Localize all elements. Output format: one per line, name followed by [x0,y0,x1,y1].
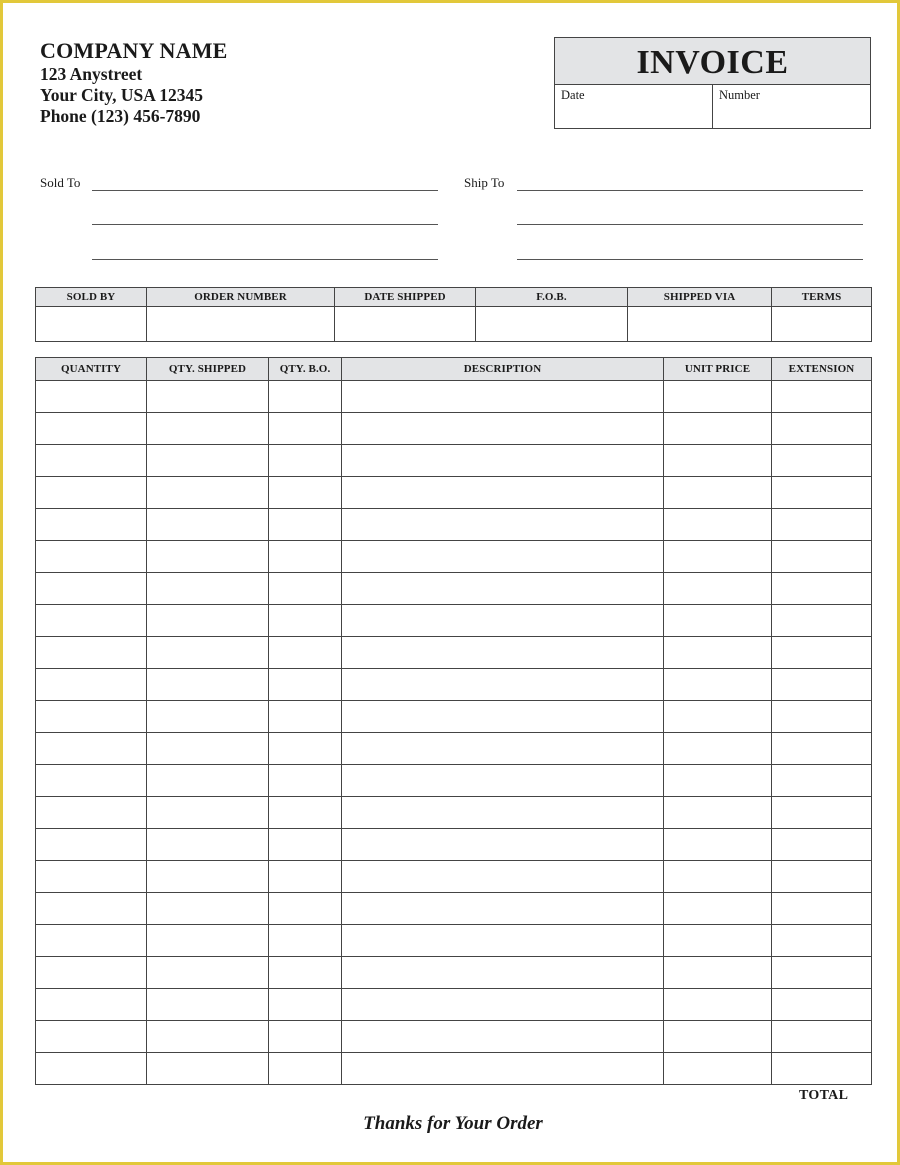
line-items-table [35,357,872,1085]
table-row [36,477,872,509]
sold-to-label: Sold To [40,175,81,190]
table-cell[interactable] [269,829,342,861]
ship-to-line-3[interactable] [517,259,863,260]
table-cell[interactable] [36,701,147,733]
column-header: TERMS [772,288,872,307]
table-cell[interactable] [36,925,147,957]
table-cell[interactable] [772,413,872,445]
table-cell[interactable] [772,477,872,509]
total-label: TOTAL [799,1088,849,1103]
invoice-title: INVOICE [555,38,870,85]
table-cell[interactable] [147,893,269,925]
table-cell[interactable] [664,797,772,829]
sold-to-line-1[interactable] [92,190,438,191]
table-cell[interactable] [342,733,664,765]
table-cell[interactable] [36,669,147,701]
table-row [36,413,872,445]
table-cell[interactable] [269,1021,342,1053]
invoice-number-label: Number [719,88,760,102]
table-cell[interactable] [269,893,342,925]
table-cell[interactable] [269,989,342,1021]
company-city: Your City, USA 12345 [40,85,204,105]
table-cell[interactable] [36,1021,147,1053]
table-cell[interactable] [36,573,147,605]
company-phone: Phone (123) 456-7890 [40,106,201,126]
table-cell[interactable] [342,541,664,573]
table-cell[interactable] [147,669,269,701]
table-cell[interactable] [664,509,772,541]
table-cell[interactable] [342,477,664,509]
table-cell[interactable] [36,861,147,893]
table-cell[interactable] [772,925,872,957]
table-cell[interactable] [147,701,269,733]
column-header: DATE SHIPPED [335,288,476,307]
table-cell[interactable] [664,1053,772,1085]
table-cell[interactable] [36,1053,147,1085]
table-cell[interactable] [772,765,872,797]
invoice-date-field[interactable] [555,85,712,128]
table-cell[interactable] [342,989,664,1021]
table-cell[interactable] [664,733,772,765]
table-cell[interactable] [147,925,269,957]
table-cell[interactable] [147,765,269,797]
invoice-header-box [554,37,871,129]
column-header: QUANTITY [36,358,147,381]
table-cell[interactable] [342,797,664,829]
table-cell[interactable] [772,1021,872,1053]
table-cell[interactable] [147,413,269,445]
table-cell[interactable] [342,765,664,797]
table-cell[interactable] [269,573,342,605]
table-row [36,573,872,605]
fob-cell[interactable] [476,307,628,342]
table-cell[interactable] [772,605,872,637]
table-cell[interactable] [342,573,664,605]
table-cell[interactable] [342,861,664,893]
table-cell[interactable] [664,1021,772,1053]
table-cell[interactable] [36,413,147,445]
company-name: COMPANY NAME [40,38,228,63]
table-cell[interactable] [36,797,147,829]
table-cell[interactable] [147,957,269,989]
table-row [36,957,872,989]
table-cell[interactable] [147,381,269,413]
table-cell[interactable] [664,381,772,413]
table-cell[interactable] [664,669,772,701]
table-row [36,893,872,925]
table-cell[interactable] [772,829,872,861]
table-cell[interactable] [664,989,772,1021]
table-cell[interactable] [147,637,269,669]
table-cell[interactable] [36,381,147,413]
column-header: QTY. B.O. [269,358,342,381]
table-row [36,541,872,573]
table-cell[interactable] [147,797,269,829]
table-cell[interactable] [147,989,269,1021]
sold-by-cell[interactable] [36,307,147,342]
table-cell[interactable] [772,893,872,925]
column-header: SHIPPED VIA [628,288,772,307]
table-row [36,733,872,765]
table-cell[interactable] [664,893,772,925]
table-row [36,509,872,541]
table-cell[interactable] [342,509,664,541]
table-row [36,445,872,477]
table-cell[interactable] [342,637,664,669]
table-cell[interactable] [269,477,342,509]
table-cell[interactable] [147,541,269,573]
column-header: F.O.B. [476,288,628,307]
table-cell[interactable] [342,925,664,957]
column-header: SOLD BY [36,288,147,307]
table-cell[interactable] [36,445,147,477]
table-cell[interactable] [772,381,872,413]
invoice-date-label: Date [561,88,585,102]
table-cell[interactable] [664,957,772,989]
invoice-fields [555,85,870,128]
table-cell[interactable] [772,797,872,829]
table-row [36,1053,872,1085]
table-row [36,605,872,637]
table-cell[interactable] [269,765,342,797]
table-cell[interactable] [269,861,342,893]
table-cell[interactable] [664,541,772,573]
table-cell[interactable] [342,701,664,733]
table-cell[interactable] [772,541,872,573]
table-cell[interactable] [772,861,872,893]
table-cell[interactable] [342,1021,664,1053]
table-cell[interactable] [342,669,664,701]
table-cell[interactable] [269,669,342,701]
table-cell[interactable] [269,701,342,733]
table-cell[interactable] [269,637,342,669]
shipped-via-cell[interactable] [628,307,772,342]
table-cell[interactable] [772,637,872,669]
table-cell[interactable] [772,669,872,701]
table-cell[interactable] [664,637,772,669]
order-info-row [36,307,872,342]
table-cell[interactable] [269,1053,342,1085]
table-cell[interactable] [664,829,772,861]
table-cell[interactable] [147,445,269,477]
table-cell[interactable] [147,573,269,605]
table-cell[interactable] [664,925,772,957]
table-cell[interactable] [664,861,772,893]
column-header: EXTENSION [772,358,872,381]
table-cell[interactable] [147,477,269,509]
order-info-header-row [36,288,872,307]
order-info-table [35,287,872,342]
table-cell[interactable] [36,989,147,1021]
column-header: UNIT PRICE [664,358,772,381]
ship-to-line-1[interactable] [517,190,863,191]
order-number-cell[interactable] [147,307,335,342]
table-cell[interactable] [36,733,147,765]
table-cell[interactable] [269,605,342,637]
sold-to-line-2[interactable] [92,224,438,225]
ship-to-label: Ship To [464,175,505,190]
table-cell[interactable] [36,605,147,637]
table-cell[interactable] [147,509,269,541]
table-cell[interactable] [342,829,664,861]
table-cell[interactable] [772,509,872,541]
table-cell[interactable] [772,1053,872,1085]
table-cell[interactable] [772,445,872,477]
table-cell[interactable] [342,413,664,445]
company-street: 123 Anystreet [40,64,143,84]
table-cell[interactable] [36,509,147,541]
table-cell[interactable] [342,381,664,413]
table-cell[interactable] [342,1053,664,1085]
table-cell[interactable] [269,541,342,573]
table-cell[interactable] [772,957,872,989]
table-cell[interactable] [772,733,872,765]
ship-to-line-2[interactable] [517,224,863,225]
table-cell[interactable] [342,605,664,637]
table-cell[interactable] [342,445,664,477]
table-row [36,797,872,829]
table-cell[interactable] [36,541,147,573]
table-cell[interactable] [147,1053,269,1085]
table-cell[interactable] [269,413,342,445]
column-header: DESCRIPTION [342,358,664,381]
table-cell[interactable] [269,957,342,989]
table-row [36,381,872,413]
table-cell[interactable] [269,445,342,477]
table-row [36,829,872,861]
table-cell[interactable] [36,829,147,861]
sold-to-line-3[interactable] [92,259,438,260]
table-cell[interactable] [36,477,147,509]
column-header: ORDER NUMBER [147,288,335,307]
table-row [36,861,872,893]
table-cell[interactable] [664,765,772,797]
line-items-body [36,381,872,1085]
table-cell[interactable] [269,381,342,413]
table-cell[interactable] [147,1021,269,1053]
column-header: QTY. SHIPPED [147,358,269,381]
table-cell[interactable] [664,445,772,477]
terms-cell[interactable] [772,307,872,342]
table-cell[interactable] [36,893,147,925]
table-cell[interactable] [664,573,772,605]
table-cell[interactable] [147,605,269,637]
table-row [36,1021,872,1053]
table-cell[interactable] [664,477,772,509]
table-cell[interactable] [342,957,664,989]
table-row [36,925,872,957]
line-items-header-row [36,358,872,381]
table-cell[interactable] [269,925,342,957]
table-row [36,765,872,797]
table-cell[interactable] [36,957,147,989]
table-cell[interactable] [147,733,269,765]
table-cell[interactable] [342,893,664,925]
table-row [36,669,872,701]
table-cell[interactable] [36,637,147,669]
table-row [36,637,872,669]
table-row [36,989,872,1021]
table-cell[interactable] [772,989,872,1021]
table-cell[interactable] [269,797,342,829]
table-cell[interactable] [147,861,269,893]
table-cell[interactable] [269,733,342,765]
table-cell[interactable] [36,765,147,797]
table-cell[interactable] [772,701,872,733]
table-cell[interactable] [664,605,772,637]
date-shipped-cell[interactable] [335,307,476,342]
table-cell[interactable] [664,413,772,445]
invoice-number-field[interactable] [712,85,870,128]
company-block [40,37,228,127]
thanks-message: Thanks for Your Order [363,1113,543,1134]
table-row [36,701,872,733]
table-cell[interactable] [772,573,872,605]
table-cell[interactable] [269,509,342,541]
table-cell[interactable] [664,701,772,733]
table-cell[interactable] [147,829,269,861]
